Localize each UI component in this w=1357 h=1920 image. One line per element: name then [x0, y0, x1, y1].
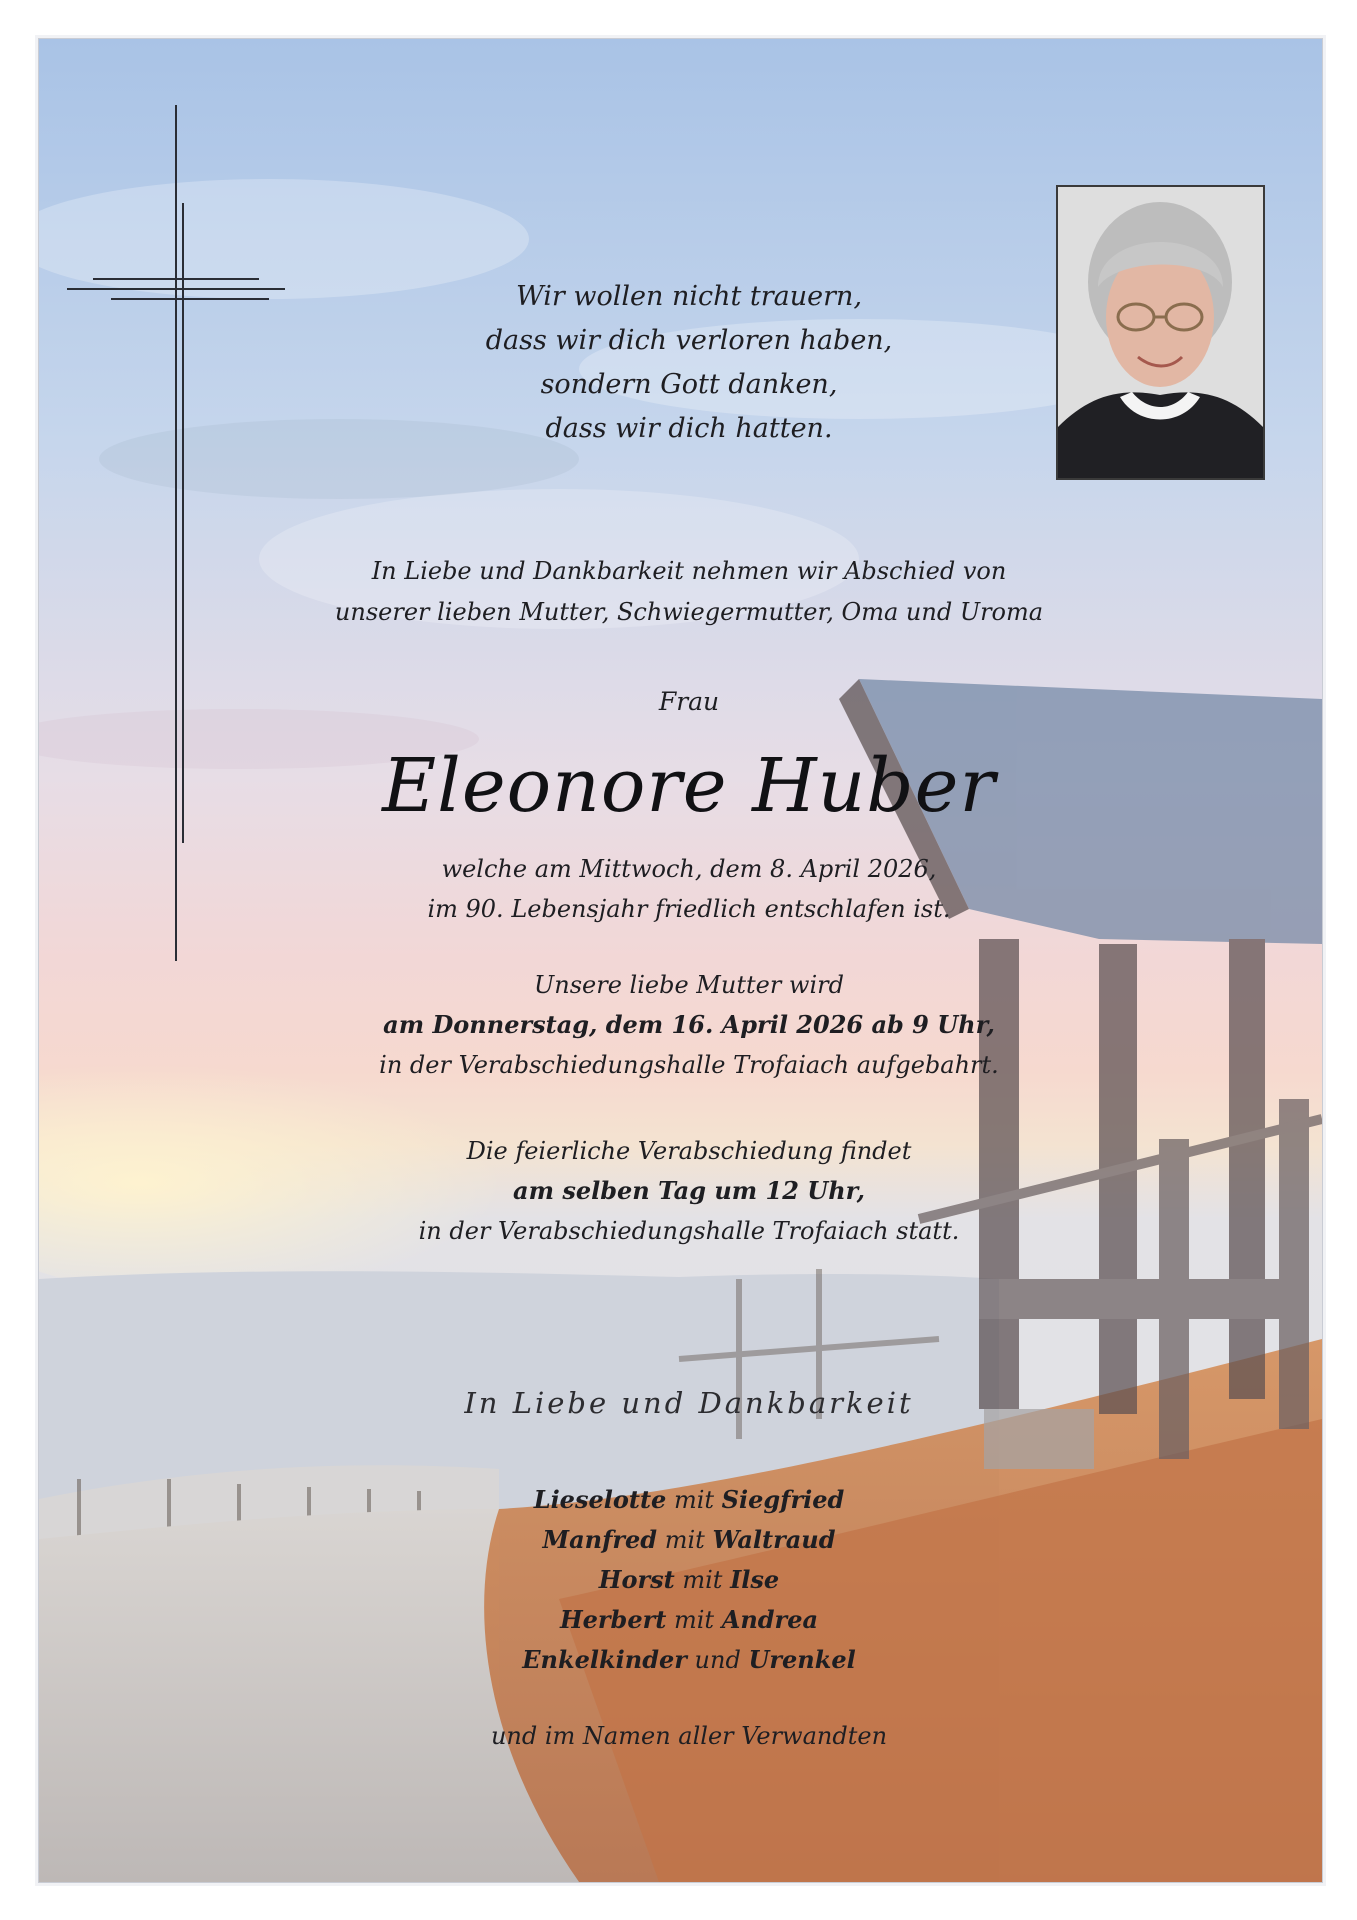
- thanks-heading: In Liebe und Dankbarkeit: [464, 1386, 914, 1420]
- wake-date: am Donnerstag, dem 16. April 2026 ab 9 Uhr,: [383, 1010, 995, 1039]
- service-notice: [259, 1131, 1119, 1251]
- family-member: Manfred mit Waltraud: [542, 1525, 836, 1554]
- poem-line: dass wir dich verloren haben,: [485, 325, 893, 356]
- poem-line: Wir wollen nicht trauern,: [515, 281, 863, 312]
- parte-card: [38, 38, 1323, 1883]
- death-notice: [259, 849, 1119, 929]
- wake-line: Unsere liebe Mutter wird: [534, 971, 844, 999]
- family-member: Lieselotte mit Siegfried: [533, 1485, 845, 1514]
- family-member: Herbert mit Andrea: [559, 1605, 819, 1634]
- service-time: am selben Tag um 12 Uhr,: [513, 1176, 865, 1205]
- deceased-name: Eleonore Huber: [382, 743, 996, 829]
- salutation: Frau: [658, 687, 720, 716]
- poem-line: dass wir dich hatten.: [545, 413, 833, 444]
- relatives-line: und im Namen aller Verwandten: [490, 1722, 888, 1750]
- cross-icon: [63, 103, 289, 963]
- poem-line: sondern Gott danken,: [540, 369, 838, 400]
- family-member: Horst mit Ilse: [598, 1565, 780, 1594]
- death-notice-line: welche am Mittwoch, dem 8. April 2026,: [441, 855, 937, 883]
- wake-location: in der Verabschiedungshalle Trofaiach aufgebahrt.: [379, 1051, 999, 1079]
- service-location: in der Verabschiedungshalle Trofaiach statt.: [418, 1217, 960, 1245]
- poem: [259, 275, 1119, 451]
- death-notice-line: im 90. Lebensjahr friedlich entschlafen ist.: [427, 895, 951, 923]
- wake-notice: [259, 965, 1119, 1085]
- service-line: Die feierliche Verabschiedung findet: [466, 1137, 912, 1165]
- intro-line: In Liebe und Dankbarkeit nehmen wir Abschied von: [371, 557, 1007, 585]
- intro-line: unserer lieben Mutter, Schwiegermutter, Oma und Uroma: [334, 598, 1044, 626]
- family-list: [259, 1480, 1119, 1680]
- family-member: Enkelkinder und Urenkel: [522, 1645, 856, 1674]
- intro-text: [259, 551, 1119, 633]
